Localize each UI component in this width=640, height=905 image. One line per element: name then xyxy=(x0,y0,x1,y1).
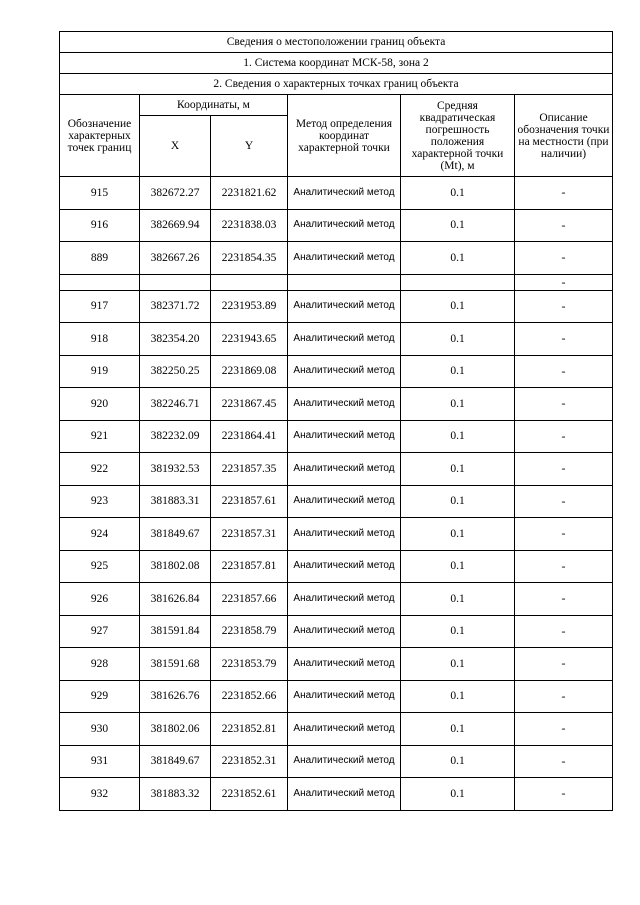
header-coordinates: Координаты, м xyxy=(140,95,288,116)
method-cell: Аналитический метод xyxy=(288,290,401,323)
header-description: Описание обозначения точки на местности (при наличии) xyxy=(515,95,613,177)
table-row xyxy=(60,420,613,453)
coord-x-cell: 381802.06 xyxy=(140,713,211,746)
coord-y-cell: 2231869.08 xyxy=(211,355,288,388)
table-row xyxy=(60,550,613,583)
point-id-cell: 930 xyxy=(60,713,140,746)
boundary-points-table xyxy=(59,31,613,811)
table-row xyxy=(60,274,613,290)
accuracy-cell: 0.1 xyxy=(401,518,515,551)
table-row xyxy=(60,453,613,486)
method-cell: Аналитический метод xyxy=(288,778,401,811)
accuracy-cell xyxy=(401,274,515,290)
accuracy-cell: 0.1 xyxy=(401,209,515,242)
description-cell: - xyxy=(515,420,613,453)
coord-y-cell: 2231852.81 xyxy=(211,713,288,746)
coord-y-cell: 2231853.79 xyxy=(211,648,288,681)
document-title: Сведения о местоположении границ объекта xyxy=(60,32,613,53)
method-cell: Аналитический метод xyxy=(288,355,401,388)
description-cell: - xyxy=(515,680,613,713)
table-row xyxy=(60,242,613,275)
coord-x-cell: 382669.94 xyxy=(140,209,211,242)
method-cell: Аналитический метод xyxy=(288,615,401,648)
point-id-cell: 927 xyxy=(60,615,140,648)
accuracy-cell: 0.1 xyxy=(401,290,515,323)
method-cell: Аналитический метод xyxy=(288,453,401,486)
table-row xyxy=(60,583,613,616)
accuracy-cell: 0.1 xyxy=(401,648,515,681)
coord-x-cell: 381883.32 xyxy=(140,778,211,811)
point-id-cell: 889 xyxy=(60,242,140,275)
method-cell: Аналитический метод xyxy=(288,242,401,275)
point-id-cell: 932 xyxy=(60,778,140,811)
coord-x-cell: 381591.84 xyxy=(140,615,211,648)
accuracy-cell: 0.1 xyxy=(401,420,515,453)
method-cell: Аналитический метод xyxy=(288,323,401,356)
method-cell: Аналитический метод xyxy=(288,518,401,551)
method-cell xyxy=(288,274,401,290)
description-cell: - xyxy=(515,323,613,356)
coordinate-system: 1. Система координат МСК-58, зона 2 xyxy=(60,53,613,74)
coord-x-cell: 381883.31 xyxy=(140,485,211,518)
header-point-designation: Обозначение характерных точек границ xyxy=(60,95,140,177)
coord-x-cell: 382672.27 xyxy=(140,177,211,210)
accuracy-cell: 0.1 xyxy=(401,177,515,210)
description-cell: - xyxy=(515,209,613,242)
coord-x-cell: 381802.08 xyxy=(140,550,211,583)
point-id-cell: 921 xyxy=(60,420,140,453)
point-id-cell: 925 xyxy=(60,550,140,583)
accuracy-cell: 0.1 xyxy=(401,355,515,388)
header-y: Y xyxy=(211,116,288,177)
accuracy-cell: 0.1 xyxy=(401,778,515,811)
coord-y-cell: 2231854.35 xyxy=(211,242,288,275)
method-cell: Аналитический метод xyxy=(288,420,401,453)
table-row xyxy=(60,485,613,518)
description-cell: - xyxy=(515,355,613,388)
point-id-cell: 919 xyxy=(60,355,140,388)
method-cell: Аналитический метод xyxy=(288,680,401,713)
coord-x-cell: 381849.67 xyxy=(140,518,211,551)
coord-x-cell: 382354.20 xyxy=(140,323,211,356)
coord-y-cell: 2231864.41 xyxy=(211,420,288,453)
coord-x-cell: 381626.76 xyxy=(140,680,211,713)
coord-y-cell: 2231857.66 xyxy=(211,583,288,616)
point-id-cell: 917 xyxy=(60,290,140,323)
header-method: Метод определения координат характерной точки xyxy=(288,95,401,177)
coord-y-cell: 2231857.35 xyxy=(211,453,288,486)
coord-y-cell xyxy=(211,274,288,290)
accuracy-cell: 0.1 xyxy=(401,388,515,421)
method-cell: Аналитический метод xyxy=(288,388,401,421)
description-cell: - xyxy=(515,713,613,746)
table-row xyxy=(60,388,613,421)
table-row xyxy=(60,355,613,388)
coord-y-cell: 2231867.45 xyxy=(211,388,288,421)
method-cell: Аналитический метод xyxy=(288,485,401,518)
method-cell: Аналитический метод xyxy=(288,648,401,681)
description-cell: - xyxy=(515,745,613,778)
coord-x-cell: 382246.71 xyxy=(140,388,211,421)
description-cell: - xyxy=(515,274,613,290)
method-cell: Аналитический метод xyxy=(288,583,401,616)
point-id-cell: 922 xyxy=(60,453,140,486)
header-x: X xyxy=(140,116,211,177)
table-row xyxy=(60,778,613,811)
coord-y-cell: 2231857.31 xyxy=(211,518,288,551)
description-cell: - xyxy=(515,177,613,210)
table-row xyxy=(60,745,613,778)
method-cell: Аналитический метод xyxy=(288,209,401,242)
point-id-cell: 915 xyxy=(60,177,140,210)
coord-y-cell: 2231852.31 xyxy=(211,745,288,778)
coord-x-cell: 381626.84 xyxy=(140,583,211,616)
table-row xyxy=(60,177,613,210)
section-title: 2. Сведения о характерных точках границ объекта xyxy=(60,74,613,95)
description-cell: - xyxy=(515,648,613,681)
point-id-cell: 926 xyxy=(60,583,140,616)
description-cell: - xyxy=(515,615,613,648)
header-accuracy: Средняя квадратическая погрешность положения характерной точки (Mt), м xyxy=(401,95,515,177)
point-id-cell: 920 xyxy=(60,388,140,421)
point-id-cell: 923 xyxy=(60,485,140,518)
accuracy-cell: 0.1 xyxy=(401,323,515,356)
description-cell: - xyxy=(515,290,613,323)
accuracy-cell: 0.1 xyxy=(401,453,515,486)
coord-y-cell: 2231857.61 xyxy=(211,485,288,518)
coord-y-cell: 2231838.03 xyxy=(211,209,288,242)
accuracy-cell: 0.1 xyxy=(401,713,515,746)
description-cell: - xyxy=(515,485,613,518)
table-row xyxy=(60,323,613,356)
description-cell: - xyxy=(515,778,613,811)
accuracy-cell: 0.1 xyxy=(401,680,515,713)
accuracy-cell: 0.1 xyxy=(401,485,515,518)
table-row xyxy=(60,615,613,648)
coord-y-cell: 2231821.62 xyxy=(211,177,288,210)
coord-y-cell: 2231953.89 xyxy=(211,290,288,323)
coord-x-cell: 382250.25 xyxy=(140,355,211,388)
accuracy-cell: 0.1 xyxy=(401,242,515,275)
coord-x-cell: 382667.26 xyxy=(140,242,211,275)
description-cell: - xyxy=(515,242,613,275)
description-cell: - xyxy=(515,388,613,421)
coord-y-cell: 2231852.66 xyxy=(211,680,288,713)
point-id-cell: 929 xyxy=(60,680,140,713)
accuracy-cell: 0.1 xyxy=(401,550,515,583)
method-cell: Аналитический метод xyxy=(288,177,401,210)
point-id-cell: 928 xyxy=(60,648,140,681)
table-row xyxy=(60,290,613,323)
table-row xyxy=(60,518,613,551)
coord-x-cell xyxy=(140,274,211,290)
method-cell: Аналитический метод xyxy=(288,745,401,778)
coord-x-cell: 381591.68 xyxy=(140,648,211,681)
coord-y-cell: 2231943.65 xyxy=(211,323,288,356)
method-cell: Аналитический метод xyxy=(288,713,401,746)
coord-x-cell: 381932.53 xyxy=(140,453,211,486)
table-row xyxy=(60,713,613,746)
coord-y-cell: 2231852.61 xyxy=(211,778,288,811)
accuracy-cell: 0.1 xyxy=(401,583,515,616)
coord-y-cell: 2231858.79 xyxy=(211,615,288,648)
point-id-cell: 931 xyxy=(60,745,140,778)
coord-x-cell: 382371.72 xyxy=(140,290,211,323)
table-row xyxy=(60,680,613,713)
point-id-cell: 924 xyxy=(60,518,140,551)
method-cell: Аналитический метод xyxy=(288,550,401,583)
point-id-cell: 916 xyxy=(60,209,140,242)
coord-x-cell: 381849.67 xyxy=(140,745,211,778)
point-id-cell: 918 xyxy=(60,323,140,356)
point-id-cell xyxy=(60,274,140,290)
accuracy-cell: 0.1 xyxy=(401,745,515,778)
description-cell: - xyxy=(515,550,613,583)
description-cell: - xyxy=(515,583,613,616)
coord-y-cell: 2231857.81 xyxy=(211,550,288,583)
description-cell: - xyxy=(515,518,613,551)
table-row xyxy=(60,648,613,681)
coord-x-cell: 382232.09 xyxy=(140,420,211,453)
accuracy-cell: 0.1 xyxy=(401,615,515,648)
table-row xyxy=(60,209,613,242)
description-cell: - xyxy=(515,453,613,486)
